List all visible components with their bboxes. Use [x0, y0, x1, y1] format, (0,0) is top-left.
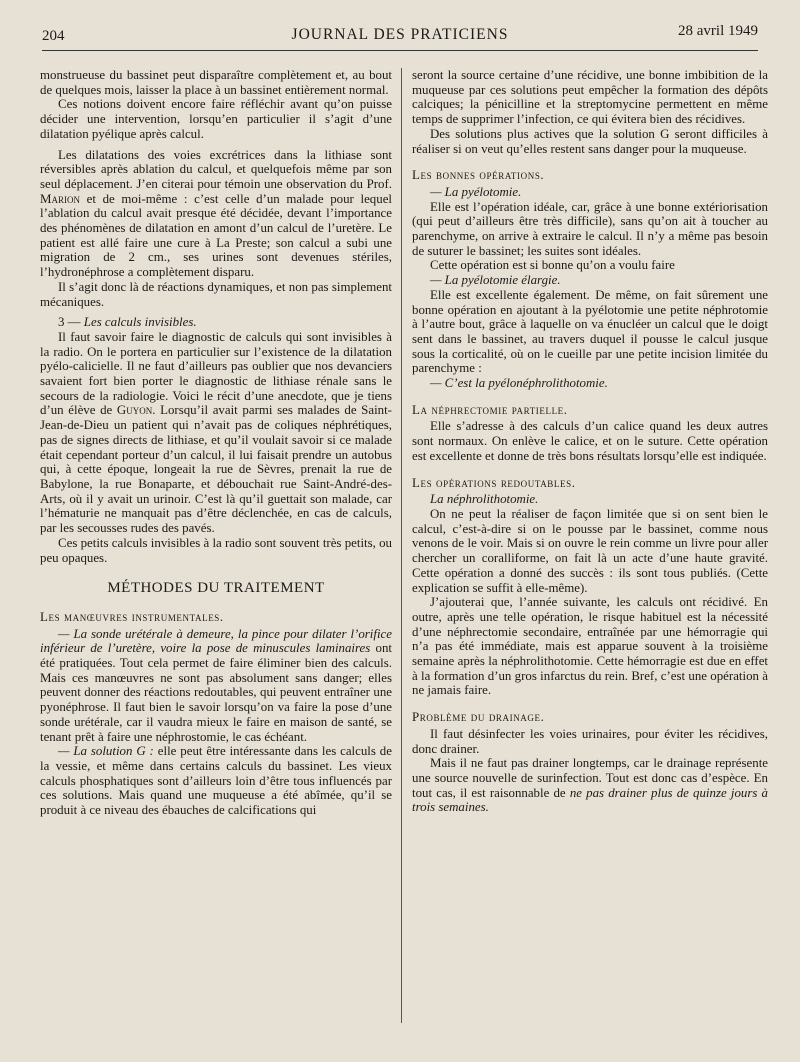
- paragraph: seront la source certaine d’une récidive, une bonne imbibition de la muqueuse par ces solutions peut empêcher la formation des dépôts calciques; la pénicilline et la streptomycine permettent en même temps de supprimer l’infection, ce qui évitera bien des récidives.: [412, 68, 768, 127]
- author-name: Marion: [40, 191, 80, 206]
- paragraph: Elle s’adresse à des calculs d’un calice quand les deux autres sont normaux. On enlève le calice, et on le suture. Cette opération est excellente et donne de très bons résultats lorsqu’elle est indiquée.: [412, 419, 768, 463]
- paragraph: monstrueuse du bassinet peut disparaître complètement et, au bout de quelques mois, laisser la place à un bassinet entièrement normal.: [40, 68, 392, 97]
- paragraph: Ces petits calculs invisibles à la radio sont souvent très petits, ou peu opaques.: [40, 535, 392, 565]
- page-number: 204: [42, 28, 65, 44]
- section-heading: Les opérations redoutables.: [412, 475, 576, 490]
- issue-date: 28 avril 1949: [678, 23, 758, 39]
- subsection-title: La néphrolithotomie.: [430, 492, 539, 507]
- journal-title: JOURNAL DES PRATICIENS: [291, 26, 509, 43]
- paragraph: Mais il ne faut pas drainer longtemps, car le drainage représente une source nouvelle de surinfection. Tout est donc cas d’espèce. En tout cas, il est raisonnable de ne pas drainer plus de quinze jours à trois semaines.: [412, 756, 768, 815]
- subsection-title: — La pyélotomie.: [430, 184, 522, 199]
- paragraph: Il s’agit donc là de réactions dynamiques, et non pas simplement mécaniques.: [40, 279, 392, 309]
- paragraph: Il faut désinfecter les voies urinaires, pour éviter les récidives, donc drainer.: [412, 726, 768, 756]
- paragraph: Elle est excellente également. De même, on fait sûrement une bonne opération en ajoutant à la pyélotomie une petite néphrotomie à l’autre bout, grâce à laquelle on va énucléer un calcul que le doigt sent dans le bassinet, au travers duquel il pousse le calcul jusque sous la corticalité, où on le cueille par une petite incision limitée du parenchyme :: [412, 287, 768, 376]
- author-name: Guyon.: [116, 403, 156, 418]
- section-title: MÉTHODES DU TRAITEMENT: [107, 580, 325, 597]
- paragraph: Il faut savoir faire le diagnostic de calculs qui sont invisibles à la radio. On le portera en particulier sur l’existence de la dilatation pyélo-calicielle. Il ne faut d’ailleurs pas oublier que nos devanciers savaient fort bien porter le diagnostic de lithiase rénale sans le secours de la radiologie. Voici le récit d’une anecdote, que je tiens d’un élève de Guyon. Lorsqu’il avait parmi ses malades de Saint-Jean-de-Dieu un patient qui n’avait pas de coliques néphrétiques, pas de signes directs de lithiase, et qu’il voulait savoir si ce malade était cependant porteur d’un calcul, il lui faisait prendre un autobus qui, à cette époque, longeait la rue de Sèvres, prenait la rue de Babylone, la rue Bonaparte, et débouchait rue Saint-André-des-Arts, où il y avait un urinoir. C’est là qu’il guettait son malade, car l’hématurie ne manquait pas d’être déclenchée, en cas de calculs, par les secousses rudes des pavés.: [40, 329, 392, 536]
- section-heading: Les manœuvres instrumentales.: [40, 609, 224, 624]
- paragraph: — La sonde urétérale à demeure, la pince pour dilater l’orifice inférieur de l’uretère, voire la pose de minuscules laminaires ont été pratiquées. Tout cela permet de faire éliminer bien des calculs. Mais ces manœuvres ne sont pas absolument sans danger; elles peuvent donner des réactions redoutables, qui peuvent entraîner une pyonéphrose. Il faut bien le savoir lorsqu’on va faire la pose d’une sonde urétérale, car il vaudra mieux le faire en maison de santé, se tenant prêt à faire une néphrostomie, le cas échéant.: [40, 626, 392, 744]
- paragraph: Elle est l’opération idéale, car, grâce à une bonne extériorisation (qui peut d’ailleurs être très difficile), sans qu’on ait à toucher au parenchyme, on arrive à extraire le calcul. Il n’y a même pas besoin de suturer le bassinet; les suites sont idéales.: [412, 199, 768, 258]
- column-divider: [401, 68, 402, 1023]
- paragraph: On ne peut la réaliser de façon limitée que si on sent bien le calcul, c’est-à-dire si on le pousse par le bassinet, comme nous venons de le voir. Mais si on ouvre le rein comme un livre pour aller chercher un coralliforme, on fait là un acte d’une haute gravité. Cette opération a donné des succès : ils sont tous publiés. (Cette explication se suffit à elle-même).: [412, 506, 768, 595]
- left-column: [40, 68, 392, 1028]
- paragraph: Cette opération est si bonne qu’on a voulu faire: [430, 258, 675, 273]
- section-heading: La néphrectomie partielle.: [412, 402, 568, 417]
- paragraph: Des solutions plus actives que la solution G seront difficiles à réaliser si on veut qu’elles restent sans danger pour la muqueuse.: [412, 126, 768, 156]
- right-column: [412, 68, 768, 1028]
- paragraph: Les dilatations des voies excrétrices dans la lithiase sont réversibles après ablation du calcul, et quelquefois même par son seul déplacement. J’en citerai pour témoin une observation du Prof. Marion et de moi-même : c’est celle d’un malade pour lequel l’ablation du calcul avait presque été décidée, devant l’importance des phénomènes de dilatation en amont d’un calcul de l’uretère. Le patient est allé faire une cure à La Preste; son calcul a subi une migration de 2 cm., ses urines sont devenues stériles, l’hydronéphrose a complètement disparu.: [40, 147, 392, 280]
- paragraph: Ces notions doivent encore faire réfléchir avant qu’on puisse décider une intervention, lorsqu’en particulier il s’agit d’une dilatation pyélique après calcul.: [40, 97, 392, 141]
- page-header: [42, 20, 758, 51]
- section-heading: Problème du drainage.: [412, 710, 545, 725]
- subsection-title: — C’est la pyélonéphrolithotomie.: [430, 376, 608, 391]
- paragraph: J’ajouterai que, l’année suivante, les calculs ont récidivé. En outre, après une telle opération, le risque habituel est la nécessité d’une néphrectomie secondaire, entraînée par une hémorragie qui n’a pas été immédiate, mais est apparue souvent à la troisième semaine après la néphrolithotomie. Cette hémorragie est due en effet à la formation d’un gros infarctus du rein. Bref, c’est une opération à ne jamais faire.: [412, 595, 768, 698]
- subsection-title: 3 — Les calculs invisibles.: [58, 315, 197, 330]
- section-heading: Les bonnes opérations.: [412, 168, 545, 183]
- paragraph: — La solution G : elle peut être intéressante dans les calculs de la vessie, et même dans certains calculs du bassinet. Les vieux calculs phosphatiques sont d’ailleurs loin d’être tous influencés par ces solutions. Mais quand une muqueuse a été abîmée, qu’il se produit à ce niveau des ébauches de calcifications qui: [40, 744, 392, 818]
- subsection-title: — La pyélotomie élargie.: [430, 273, 561, 288]
